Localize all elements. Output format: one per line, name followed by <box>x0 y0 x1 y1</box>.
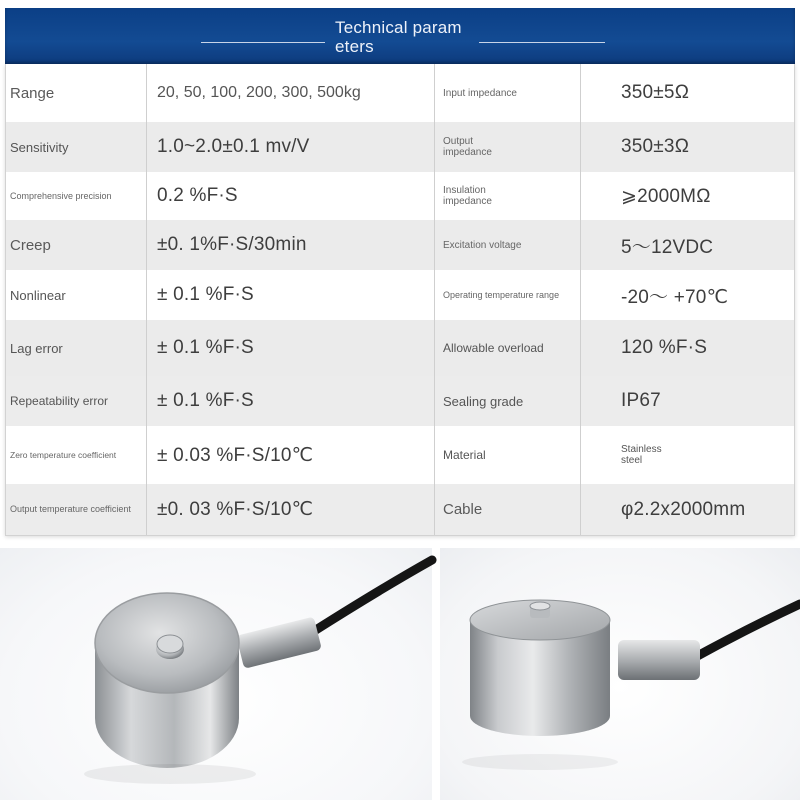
param-value: ± 0.03 %F·S/10℃ <box>146 426 434 484</box>
param-value: 120 %F·S <box>580 320 794 376</box>
param-value: 350±5Ω <box>580 64 794 122</box>
table-row <box>6 376 794 426</box>
param-label: Output temperature coefficient <box>10 504 131 514</box>
param-label: Allowable overload <box>434 320 580 376</box>
param-value: 1.0~2.0±0.1 mv/V <box>146 122 434 172</box>
param-label: Material <box>434 426 580 484</box>
table-row <box>6 220 794 270</box>
param-label: Comprehensive precision <box>10 190 112 201</box>
table-row <box>6 122 794 172</box>
param-value: 350±3Ω <box>580 122 794 172</box>
parameters-table <box>5 64 795 536</box>
page-title: Technical parameters <box>335 18 462 56</box>
param-label: Nonlinear <box>10 287 66 303</box>
param-label: Zero temperature coefficient <box>10 449 117 460</box>
param-label: Output impedance <box>434 122 524 172</box>
param-label: Excitation voltage <box>434 220 580 270</box>
param-value: IP67 <box>580 376 794 426</box>
param-value: ±0. 1%F·S/30min <box>146 220 434 270</box>
table-row <box>6 320 794 376</box>
param-label: Repeatability error <box>10 394 109 408</box>
param-value: ±0. 03 %F·S/10℃ <box>146 484 434 535</box>
param-value: ± 0.1 %F·S <box>146 320 434 376</box>
table-row <box>6 426 794 484</box>
param-value: ⩾2000MΩ <box>580 172 794 220</box>
param-value: 5～12VDC <box>580 220 794 270</box>
product-photo-side-view <box>440 548 800 800</box>
table-row <box>6 64 794 122</box>
load-cell-illustration <box>0 548 432 800</box>
param-label: Lag error <box>10 340 63 356</box>
param-label: Insulation impedance <box>434 172 530 220</box>
table-row <box>6 172 794 220</box>
table-header-banner <box>5 8 795 64</box>
param-value: φ2.2x2000mm <box>580 484 794 535</box>
param-value: Stainless steel <box>580 426 640 484</box>
param-value: 0.2 %F·S <box>146 172 434 220</box>
table-row <box>6 270 794 320</box>
param-value: ± 0.1 %F·S <box>146 376 434 426</box>
param-value: -20～ +70℃ <box>580 270 794 320</box>
header-rule-left <box>201 42 325 43</box>
param-label: Range <box>10 84 55 102</box>
param-value: 20, 50, 100, 200, 300, 500kg <box>146 64 434 122</box>
param-label: Cable <box>434 484 580 535</box>
param-label: Creep <box>10 236 51 254</box>
param-label: Sensitivity <box>10 139 69 155</box>
param-label: Sealing grade <box>434 376 580 426</box>
param-label: Operating temperature range <box>434 270 580 320</box>
table-row <box>6 484 794 535</box>
load-cell-illustration <box>440 548 800 800</box>
product-photo-top-view <box>0 548 432 800</box>
param-label: Input impedance <box>434 64 580 122</box>
header-rule-right <box>479 42 605 43</box>
param-value: ± 0.1 %F·S <box>146 270 434 320</box>
